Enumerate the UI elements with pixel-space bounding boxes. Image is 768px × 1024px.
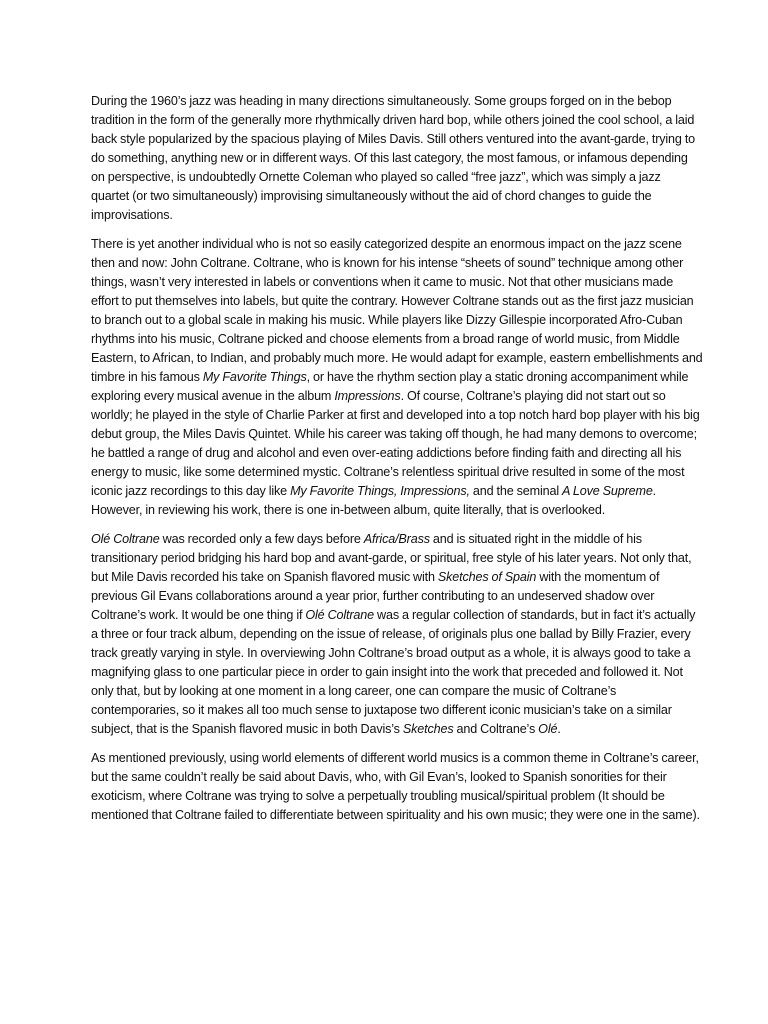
- album-title-ole-coltrane: Olé Coltrane: [91, 532, 160, 546]
- album-title-ole-coltrane: Olé Coltrane: [305, 608, 374, 622]
- album-title-my-favorite-things: My Favorite Things: [202, 370, 307, 384]
- paragraph-4: [91, 749, 703, 825]
- text-run: was recorded only a few days before: [159, 532, 364, 546]
- album-title-impressions: Impressions: [334, 389, 401, 403]
- paragraph-3: [91, 530, 703, 739]
- paragraph-2: [91, 235, 706, 520]
- text-run: As mentioned previously, using world elements of different world musics is a common theme in Coltrane’s career, but the same couldn’t really be said about Davis, who, with Gil Evan’s, looked to Spanish sonorities for their exoticism, where Coltrane was trying to solve a perpetually troubling musical/spiritual problem (It should be mentioned that Coltrane failed to differentiate between spirituality and his own music; they were one in the same).: [91, 751, 702, 822]
- album-title-sketches: Sketches: [402, 722, 454, 736]
- text-run: , or have the rhythm section play a static droning accompaniment while exploring every musical avenue in the album: [91, 370, 692, 403]
- text-run: and Coltrane’s: [453, 722, 539, 736]
- album-title-ole: Olé: [538, 722, 558, 736]
- album-titles-list: My Favorite Things, Impressions,: [290, 484, 470, 498]
- text-run: . Of course, Coltrane’s playing did not start out so worldly; he played in the style of Charlie Parker at first and developed into a top notch hard bop player with his big debut group, the Miles Davis Quintet. While his career was taking off though, he had many demons to overcome; he battled a range of drug and alcohol and even over-eating addictions before finding faith and directing all his energy to music, like some determined mystic. Coltrane’s relentless spiritual drive resulted in some of the most iconic jazz recordings to this day like: [91, 389, 703, 498]
- paragraph-1: [91, 92, 703, 225]
- text-run: was a regular collection of standards, but in fact it’s actually a three or four track album, depending on the issue of release, of originals plus one ballad by Billy Frazier, every track greatly varying in style. In overviewing John Coltrane’s broad output as a whole, it is always good to take a magnifying glass to one particular piece in order to gain insight into the work that preceded and followed it. Not only that, but by looking at one moment in a long career, one can compare the music of Coltrane’s contemporaries, so it makes all too much sense to juxtapose two different iconic musician’s take on a similar subject, that is the Spanish flavored music in both Davis’s: [91, 608, 699, 736]
- document-body: [91, 92, 706, 835]
- text-run: . However, in reviewing his work, there is one in-between album, quite literally, that is overlooked.: [91, 484, 660, 517]
- text-run: .: [557, 722, 561, 736]
- album-title-a-love-supreme: A Love Supreme: [562, 484, 653, 498]
- album-title-sketches-of-spain: Sketches of Spain: [437, 570, 537, 584]
- text-run: During the 1960’s jazz was heading in many directions simultaneously. Some groups forged on in the bebop tradition in the form of the generally more rhythmically driven hard bop, while others joined the cool school, a laid back style popularized by the spacious playing of Miles Davis. Still others ventured into the avant-garde, trying to do something, anything new or in different ways. Of this last category, the most famous, or infamous depending on perspective, is undoubtedly Ornette Coleman who played so called “free jazz”, which was simply a jazz quartet (or two simultaneously) improvising simultaneously without the aid of chord changes to guide the improvisations.: [91, 94, 699, 222]
- text-run: and the seminal: [469, 484, 563, 498]
- text-run: with the momentum of previous Gil Evans collaborations around a year prior, further contributing to an undeserved shadow over Coltrane’s work. It would be one thing if: [91, 570, 663, 622]
- text-run: and is situated right in the middle of his transitionary period bridging his hard bop and avant-garde, or spiritual, free style of his later years. Not only that, but Mile Davis recorded his take on Spanish flavored music with: [91, 532, 695, 584]
- album-title-africa-brass: Africa/Brass: [363, 532, 430, 546]
- text-run: There is yet another individual who is not so easily categorized despite an enormous impact on the jazz scene then and now: John Coltrane. Coltrane, who is known for his intense “sheets of sound” technique among other things, wasn’t very interested in labels or conventions when it came to music. Not that other musicians made effort to put themselves into labels, but quite the contrary. However Coltrane stands out as the first jazz musician to branch out to a global scale in making his music. While players like Dizzy Gillespie incorporated Afro-Cuban rhythms into his music, Coltrane picked and choose elements from a broad range of world music, from Middle Eastern, to African, to Indian, and probably much more. He would adapt for example, eastern embellishments and timbre in his famous: [91, 237, 706, 384]
